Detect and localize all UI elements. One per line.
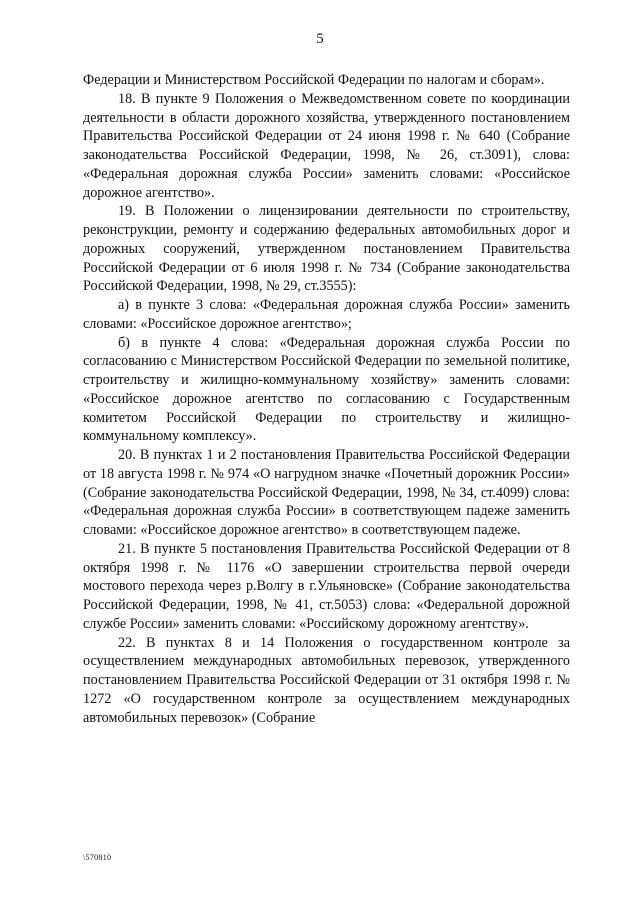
footer-document-code: \570810 bbox=[83, 853, 112, 862]
paragraph-continuation: Федерации и Министерством Российской Федерации по налогам и сборам». bbox=[83, 72, 545, 88]
page-number: 5 bbox=[316, 31, 324, 47]
paragraph-item-18: 18. В пункте 9 Положения о Межведомственном совете по координации деятельности в области дорожного хозяйства, утвержденного постановлением Правительства Российской Федерации от 24 июня 1998 г. № 640 (Собрание законодательства Российской Федерации, 1998, № 26, ст.3091), слова: «Федеральная дорожная служба России» заменить словами: «Российское дорожное агентство». bbox=[83, 90, 570, 201]
paragraph-item-19-a: а) в пункте 3 слова: «Федеральная дорожная служба России» заменить словами: «Российское дорожное агентство»; bbox=[83, 297, 570, 332]
paragraph-item-20: 20. В пунктах 1 и 2 постановления Правительства Российской Федерации от 18 августа 1998 г. № 974 «О нагрудном значке «Почетный дорожник России» (Собрание законодательства Российской Федерации, 1998, № 34, ст.4099) слова: «Федеральная дорожная служба России» в соответствующем падеже заменить словами: «Российское дорожное агентство» в соответствующем падеже. bbox=[83, 447, 570, 538]
paragraph-item-22: 22. В пунктах 8 и 14 Положения о государственном контроле за осуществлением международных автомобильных перевозок, утвержденного постановлением Правительства Российской Федерации от 31 октября 1998 г. № 1272 «О государственном контроле за осуществлением международных автомобильных перевозок» (Собрание bbox=[83, 634, 570, 726]
paragraph-item-19: 19. В Положении о лицензировании деятельности по строительству, реконструкции, ремонту и содержанию федеральных автомобильных дорог и дорожных сооружений, утвержденном постановлением Правительства Российской Федерации от 6 июля 1998 г. № 734 (Собрание законодательства Российской Федерации, 1998, № 29, ст.3555): bbox=[83, 203, 570, 295]
paragraph-item-21: 21. В пункте 5 постановления Правительства Российской Федерации от 8 октября 1998 г. № 1176 «О завершении строительства первой очереди мостового перехода через р.Волгу в г.Ульяновске» (Собрание законодательства Российской Федерации, 1998, № 41, ст.5053) слова: «Федеральной дорожной службе России» заменить словами: «Российскому дорожному агентству». bbox=[83, 540, 570, 632]
document-body bbox=[83, 71, 570, 727]
paragraph-item-19-b: б) в пункте 4 слова: «Федеральная дорожная служба России по согласованию с Министерством Российской Федерации по земельной политике, строительству и жилищно-коммунальному хозяйству» заменить словами: «Российское дорожное агентство по согласованию с Государственным комитетом Российской Федерации по строительству и жилищно-коммунальному комплексу». bbox=[83, 334, 570, 445]
